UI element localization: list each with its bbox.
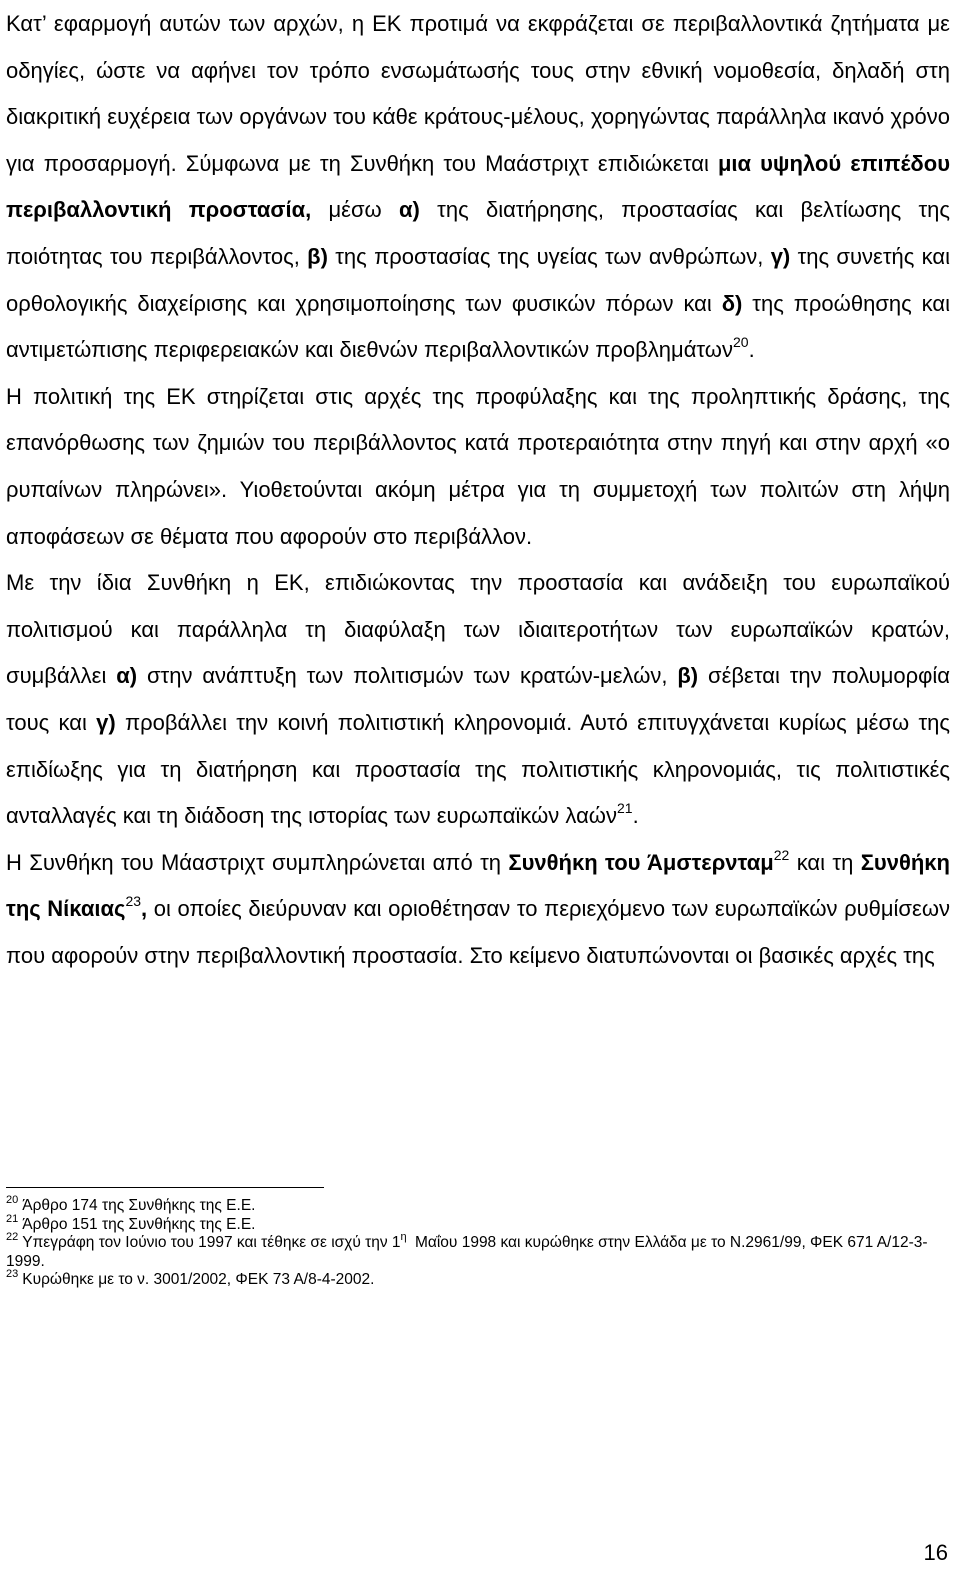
- paragraph-2: Σύμφωνα με τη Συνθήκη του Μαάστριχτ επιδιώκεται μια υψηλού επιπέδου περιβαλλοντική προστασία, μέσω α) της διατήρησης, προστασίας και βελτίωσης της ποιότητας του περιβάλλοντος, β) της προστασίας της υγείας των ανθρώπων, γ) της συνετής και ορθολογικής διαχείρισης και χρησιμοποίησης των φυσικών πόρων και δ) της προώθησης και αντιμετώπισης περιφερειακών και διεθνών περιβαλλοντικών προβλημάτων$^{20}$.: [6, 150, 951, 363]
- footnote-23: $^{23}$ Κυρώθηκε με το ν. 3001/2002, ΦΕΚ 73 Α/8-4-2002.: [6, 1268, 375, 1289]
- paragraph-3: Η πολιτική της ΕΚ στηρίζεται στις αρχές της προφύλαξης και της προληπτικής δράσης, της επανόρθωσης των ζημιών του περιβάλλοντος κατά προτεραιότητα στην πηγή και στην αρχή «ο ρυπαίνων πληρώνει». Υιοθετούνται ακόμη μέτρα για τη συμμετοχή των πολιτών στη λήψη αποφάσεων σε θέματα που αφορούν στο περιβάλλον.: [6, 383, 950, 549]
- paragraph-1: [6, 1, 950, 374]
- footnote-ref-20[interactable]: 20: [732, 334, 749, 351]
- paragraph-5: Η Συνθήκη του Μάαστριχτ συμπληρώνεται από τη Συνθήκη του Άμστερνταμ$^{22}$ και τη Συνθήκη της Νίκαιας$^{23}$, οι οποίες διεύρυναν και οριοθέτησαν το περιεχόμενο των ευρωπαϊκών ρυθμίσεων που αφορούν στην περιβαλλοντική προστασία. Στο κείμενο διατυπώνονται οι βασικές αρχές της: [6, 846, 950, 968]
- page-number: 16: [923, 1540, 948, 1565]
- document-page: [6, 0, 951, 1289]
- footnote-21: $^{21}$ Άρθρο 151 της Συνθήκης της Ε.Ε.: [6, 1212, 256, 1233]
- footnote-separator: [6, 1187, 324, 1188]
- paragraph-1-text: Κατ’ εφαρμογή αυτών των αρχών, η ΕΚ προτιμά να εκφράζεται σε περιβαλλοντικά ζητήματα με οδηγίες, ώστε να αφήνει τον τρόπο ενσωμάτωσής τους στην εθνική νομοθεσία, δηλαδή στη διακριτική ευχέρεια των οργάνων του κάθε κράτους-μέλους, χορηγώντας παράλληλα ικανό χρόνο για προσαρμογή.: [6, 11, 950, 176]
- paragraph-4: Με την ίδια Συνθήκη η ΕΚ, επιδιώκοντας την προστασία και ανάδειξη του ευρωπαϊκού πολιτισμού και παράλληλα τη διαφύλαξη των ιδιαιτεροτήτων των ευρωπαϊκών κρατών, συμβάλλει α) στην ανάπτυξη των πολιτισμών των κρατών-μελών, β) σέβεται την πολυμορφία τους και γ) προβάλλει την κοινή πολιτιστική κληρονομιά. Αυτό επιτυγχάνεται κυρίως μέσω της επιδίωξης για τη διατήρηση και προστασία της πολιτιστικής κληρονομιάς, τις πολιτιστικές ανταλλαγές και τη διάδοση της ιστορίας των ευρωπαϊκών λαών$^{21}$.: [6, 570, 950, 829]
- footnote-20: $^{20}$ Άρθρο 174 της Συνθήκης της Ε.Ε.: [6, 1194, 256, 1214]
- footnote-ref-22[interactable]: 22: [773, 846, 790, 863]
- footnote-ref-23[interactable]: 23: [125, 893, 142, 910]
- body-text: [6, 0, 950, 979]
- footnote-22: $^{22}$ Υπεγράφη τον Ιούνιο του 1997 και τέθηκε σε ισχύ την $1^\eta$ Μαΐου 1998 και κυρώθηκε στην Ελλάδα με το Ν.2961/99, ΦΕΚ 671 Α/12-3-1999.: [6, 1231, 928, 1270]
- footnote-ref-21[interactable]: 21: [616, 800, 633, 817]
- footnotes: [6, 1194, 946, 1290]
